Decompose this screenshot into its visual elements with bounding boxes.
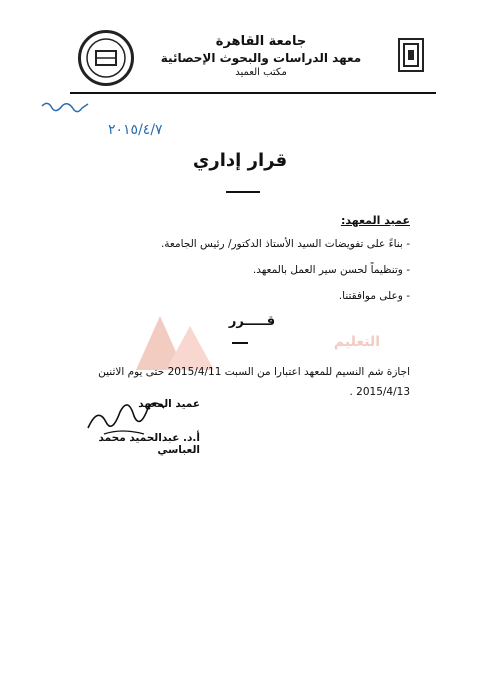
clause-1: - بناءً على تفويضات السيد الأستاذ الدكتور/ رئيس الجامعة. [160,238,410,250]
title-underline [226,191,260,193]
signatory-title: عميد المعهد [138,398,200,410]
watermark-text: التعليم [333,334,380,350]
decree-heading: عميد المعهد: [340,214,410,227]
signatory-name: أ.د. عبدالحميد محمد العباسي [98,432,200,456]
page-title: قرار إداري [192,150,288,171]
decision-underline [232,342,248,344]
handwritten-date-text: ٢٠١٥/٤/٧ [108,122,163,138]
clause-3: - وعلى موافقتنا. [338,290,410,302]
decision-label: قـــــرر [228,314,276,329]
university-logo-icon [398,38,424,72]
office-name: مكتب العميد [235,67,287,78]
header-divider [70,92,436,94]
university-name: جامعة القاهرة [215,34,307,49]
institute-seal-icon [78,30,134,86]
clause-2: - وتنظيماً لحسن سير العمل بالمعهد. [252,264,410,276]
handwritten-date [20,96,163,140]
decision-text: اجازة شم النسيم للمعهد اعتبارا من السبت 2015/4/11 حتى يوم الاثنين 2015/4/13 . [98,366,410,398]
letterhead [160,34,362,80]
institute-name: معهد الدراسات والبحوث الإحصائية [160,51,362,65]
